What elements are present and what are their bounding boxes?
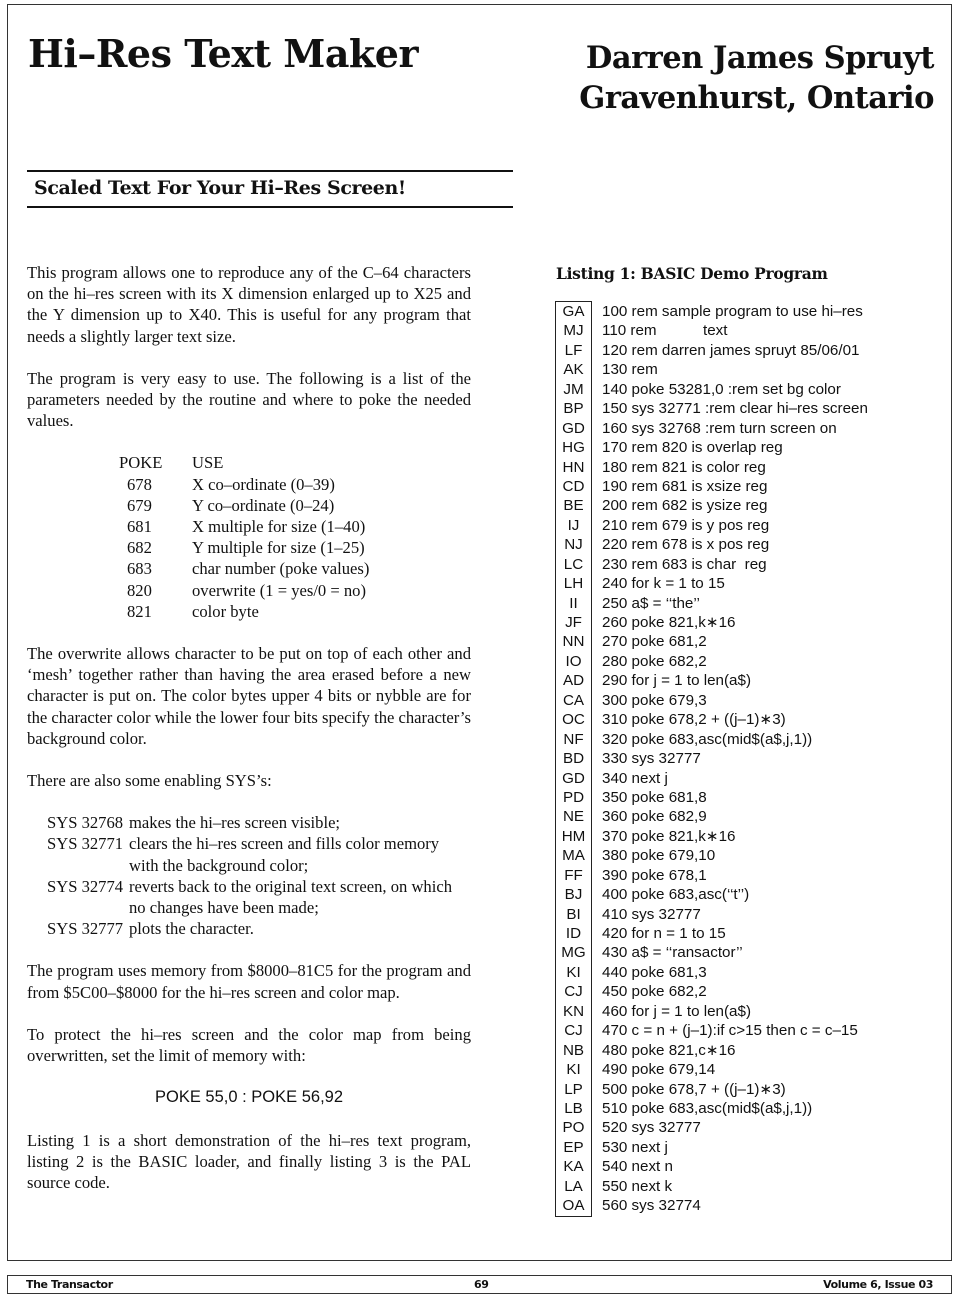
listing-line: [555, 671, 868, 690]
listing-line: [555, 632, 868, 651]
line-code: 100 rem sample program to use hi–res: [602, 303, 863, 320]
line-code: 260 poke 821,k∗16: [602, 614, 736, 631]
byline: [579, 38, 934, 118]
listing-line: [555, 1021, 868, 1040]
line-checksum: HN: [562, 458, 585, 476]
listing-line: [555, 380, 868, 399]
article-body: [27, 262, 471, 1193]
line-code: 510 poke 683,asc(mid$(a$,j,1)): [602, 1099, 813, 1117]
poke-address: 683: [127, 559, 152, 579]
line-checksum: OA: [562, 1197, 585, 1215]
poke-address: 820: [127, 580, 152, 600]
line-checksum: LH: [563, 575, 584, 593]
poke-use: overwrite (1 = yes/0 = no): [192, 580, 367, 600]
subtitle: Scaled Text For Your Hi–Res Screen!: [34, 177, 406, 199]
line-checksum: FF: [564, 866, 583, 884]
line-checksum: BE: [563, 497, 584, 515]
line-code: 340 next j: [602, 769, 668, 787]
sys-command: SYS 32774: [47, 876, 124, 896]
line-code: 370 poke 821,k∗16: [602, 827, 736, 845]
poke-address: 678: [127, 474, 152, 494]
line-code: 540 next n: [602, 1158, 673, 1176]
line-checksum: LF: [564, 341, 583, 359]
poke-table-row: [119, 516, 369, 537]
listing-line: [555, 982, 868, 1001]
listing-line: [555, 730, 868, 749]
line-code: 500 poke 678,7 + ((j–1)∗3): [602, 1080, 786, 1098]
line-code: 150 sys 32771 :rem clear hi–res screen: [602, 400, 868, 418]
line-code: 210 rem 679 is y pos reg: [602, 516, 770, 534]
listing-line: [555, 710, 868, 729]
sys-description: [129, 918, 471, 939]
sys-item: [47, 876, 471, 918]
line-code: 190 rem 681 is xsize reg: [602, 477, 768, 495]
line-checksum: CD: [562, 477, 585, 495]
listing-line: [555, 1002, 868, 1021]
line-checksum: MA: [562, 847, 585, 865]
line-code: 480 poke 821,c∗16: [602, 1041, 736, 1059]
listing-line: [555, 458, 868, 477]
line-code: 490 poke 679,14: [602, 1061, 716, 1079]
line-checksum: GA: [562, 303, 585, 320]
listing-line: [555, 302, 868, 321]
listing-line: [555, 807, 868, 826]
line-code: 550 next k: [602, 1177, 673, 1195]
sys-item: [47, 833, 471, 875]
line-code: 560 sys 32774: [602, 1197, 701, 1215]
sys-description-line: clears the hi–res screen and fills color memory: [129, 834, 440, 854]
line-code: 250 a$ = ‘‘the’’: [602, 594, 700, 612]
line-checksum: MG: [561, 944, 586, 962]
line-code: 220 rem 678 is x pos reg: [602, 536, 770, 554]
listing-line: [555, 885, 868, 904]
listing-line: [555, 924, 868, 943]
line-checksum: LB: [564, 1099, 583, 1117]
paragraph-intro: This program allows one to reproduce any of the C–64 characters on the hi–res screen with its X dimension enlarged up to X25 and the Y dimension up to X40. This is useful for any program that needs a slightly larger text size.: [27, 263, 471, 346]
listing-line: [555, 574, 868, 593]
listing-line: [555, 1118, 868, 1137]
line-code: 130 rem: [602, 361, 658, 379]
line-code: 200 rem 682 is ysize reg: [602, 497, 768, 515]
sys-command: SYS 32768: [47, 813, 124, 833]
line-code: 360 poke 682,9: [602, 808, 707, 826]
line-checksum: KI: [566, 1061, 581, 1079]
line-code: 280 poke 682,2: [602, 652, 707, 670]
line-checksum: BJ: [564, 886, 583, 904]
line-code: 300 poke 679,3: [602, 691, 707, 709]
sys-description: [129, 833, 471, 875]
line-checksum: IJ: [567, 516, 580, 534]
poke-table-row: [119, 537, 369, 558]
listing-line: [555, 1157, 868, 1176]
poke-address: 821: [127, 601, 152, 621]
line-checksum: CJ: [564, 983, 583, 1001]
sys-description: [129, 876, 471, 918]
listing-line: [555, 613, 868, 632]
paragraph-sys-intro: There are also some enabling SYS’s:: [27, 771, 272, 791]
article-title: Hi–Res Text Maker: [28, 31, 418, 76]
listing-line: [555, 788, 868, 807]
listing-line: [555, 594, 868, 613]
line-code: 380 poke 679,10: [602, 847, 716, 865]
line-checksum: JF: [565, 614, 582, 631]
line-code: 460 for j = 1 to len(a$): [602, 1002, 752, 1020]
line-code: 320 poke 683,asc(mid$(a$,j,1)): [602, 730, 813, 748]
line-code: 450 poke 682,2: [602, 983, 707, 1001]
paragraph-usage: The program is very easy to use. The following is a list of the parameters needed by the routine and where to poke the needed values.: [27, 368, 471, 431]
line-checksum: LP: [564, 1080, 583, 1098]
line-checksum: BP: [563, 400, 584, 418]
sys-item: [47, 812, 471, 833]
page-footer: [7, 1275, 952, 1294]
line-code: 440 poke 681,3: [602, 963, 707, 981]
poke-table-row: [119, 474, 369, 495]
line-checksum: LC: [563, 555, 584, 573]
line-code: 170 rem 820 is overlap reg: [602, 439, 783, 457]
line-checksum: BD: [562, 750, 585, 768]
line-checksum: EP: [563, 1138, 584, 1156]
line-code: 350 poke 681,8: [602, 788, 707, 806]
line-code: 400 poke 683,asc(‘‘t’’): [602, 886, 750, 904]
listing-line: [555, 1099, 868, 1118]
line-checksum: IO: [565, 652, 582, 670]
paragraph-overwrite: The overwrite allows character to be put on top of each other and ‘mesh’ together rather than having the area erased before a new character is put on. The color bytes upper 4 bits or nybble are for the character color while the lower four bits specify the character’s background color.: [27, 644, 471, 748]
footer-magazine: The Transactor: [26, 1278, 113, 1291]
footer-page-number: 69: [474, 1278, 489, 1291]
line-code: 140 poke 53281,0 :rem set bg color: [602, 380, 841, 398]
listing-line: [555, 438, 868, 457]
line-code: 230 rem 683 is char reg: [602, 555, 767, 573]
listing-title: Listing 1: BASIC Demo Program: [556, 264, 828, 283]
sys-description-line: plots the character.: [129, 919, 254, 939]
poke-use: Y co–ordinate (0–24): [192, 495, 335, 515]
line-code: 410 sys 32777: [602, 905, 701, 923]
poke-table: [119, 452, 369, 622]
sys-list: [47, 812, 471, 939]
poke-address: 679: [127, 495, 152, 515]
line-checksum: PO: [562, 1119, 585, 1137]
line-code: 240 for k = 1 to 15: [602, 575, 725, 593]
line-checksum: OC: [562, 711, 585, 729]
line-checksum: II: [569, 594, 578, 612]
line-checksum: NN: [562, 633, 585, 651]
listing-line: [555, 691, 868, 710]
poke-table-row: [119, 495, 369, 516]
listing-line: [555, 496, 868, 515]
paragraph-protect: To protect the hi–res screen and the color map from being overwritten, set the limit of memory with:: [27, 1024, 471, 1066]
poke-table-row: [119, 558, 369, 579]
listing-line: [555, 827, 868, 846]
line-checksum: JM: [563, 380, 584, 398]
listing-line: [555, 1138, 868, 1157]
poke-use: X co–ordinate (0–39): [192, 474, 335, 494]
line-checksum: NF: [563, 730, 584, 748]
poke-use: char number (poke values): [192, 559, 370, 579]
subtitle-banner: [27, 170, 513, 208]
listing-line: [555, 1196, 868, 1215]
listing-line: [555, 866, 868, 885]
poke-address: 681: [127, 517, 152, 537]
poke-use: Y multiple for size (1–25): [192, 538, 365, 558]
line-code: 270 poke 681,2: [602, 633, 707, 651]
listing-line: [555, 535, 868, 554]
line-code: 330 sys 32777: [602, 750, 701, 768]
poke-use: X multiple for size (1–40): [192, 517, 366, 537]
listing-line: [555, 477, 868, 496]
line-checksum: KI: [566, 963, 581, 981]
poke-table-row: [119, 601, 369, 622]
line-checksum: KN: [562, 1002, 585, 1020]
line-code: 530 next j: [602, 1138, 668, 1156]
footer-issue: Volume 6, Issue 03: [823, 1278, 933, 1291]
checksum-column-box: [555, 301, 592, 1217]
listing-line: [555, 769, 868, 788]
line-checksum: CA: [562, 691, 585, 709]
line-code: 430 a$ = ‘‘ransactor’’: [602, 944, 743, 962]
line-code: 120 rem darren james spruyt 85/06/01: [602, 341, 860, 359]
poke-header: POKE: [119, 453, 163, 473]
author-location: Gravenhurst, Ontario: [579, 80, 934, 116]
listing-line: [555, 963, 868, 982]
line-checksum: GD: [562, 419, 585, 437]
line-code: 290 for j = 1 to len(a$): [602, 672, 752, 690]
line-code: 470 c = n + (j–1):if c>15 then c = c–15: [602, 1022, 858, 1040]
listing-line: [555, 555, 868, 574]
line-code: 520 sys 32777: [602, 1119, 701, 1137]
line-code: 160 sys 32768 :rem turn screen on: [602, 419, 837, 437]
line-checksum: GD: [562, 769, 585, 787]
sys-description: [129, 812, 471, 833]
line-checksum: NB: [562, 1041, 585, 1059]
line-checksum: HM: [561, 827, 586, 845]
listing-line: [555, 1041, 868, 1060]
listing-line: [555, 321, 868, 340]
sys-description-continuation: with the background color;: [129, 855, 309, 875]
listing-line: [555, 1177, 868, 1196]
listing-line: [555, 943, 868, 962]
line-checksum: AD: [562, 672, 585, 690]
line-code: 310 poke 678,2 + ((j–1)∗3): [602, 711, 786, 729]
paragraph-memory: The program uses memory from $8000–81C5 for the program and from $5C00–$8000 for the hi–res screen and color map.: [27, 961, 471, 1002]
listing-line: [555, 846, 868, 865]
poke-address: 682: [127, 538, 152, 558]
sys-description-continuation: no changes have been made;: [129, 898, 319, 918]
sys-description-line: makes the hi–res screen visible;: [129, 813, 341, 833]
listing-line: [555, 1060, 868, 1079]
listing-line: [555, 341, 868, 360]
listing-line: [555, 749, 868, 768]
use-header: USE: [192, 453, 224, 473]
poke-command: POKE 55,0 : POKE 56,92: [154, 1088, 344, 1107]
line-checksum: HG: [562, 439, 585, 457]
listing-line: [555, 419, 868, 438]
line-checksum: LA: [564, 1177, 583, 1195]
listing-line: [555, 652, 868, 671]
line-checksum: AK: [563, 361, 584, 379]
line-code: 180 rem 821 is color reg: [602, 458, 766, 476]
poke-table-row: [119, 580, 369, 601]
line-checksum: KA: [563, 1158, 584, 1176]
sys-command: SYS 32777: [47, 919, 124, 939]
line-checksum: MJ: [563, 322, 584, 340]
poke-use: color byte: [192, 601, 259, 621]
paragraph-listings: Listing 1 is a short demonstration of the hi–res text program, listing 2 is the BASIC loader, and finally listing 3 is the PAL source code.: [27, 1130, 471, 1192]
line-checksum: ID: [565, 925, 582, 942]
line-code: 420 for n = 1 to 15: [602, 925, 726, 942]
line-code: 390 poke 678,1: [602, 866, 707, 884]
sys-command: SYS 32771: [47, 834, 124, 854]
sys-description-line: reverts back to the original text screen, on which: [129, 876, 453, 896]
line-checksum: NE: [562, 808, 585, 826]
sys-item: [47, 918, 471, 939]
author-name: Darren James Spruyt: [585, 40, 934, 76]
line-checksum: CJ: [564, 1022, 583, 1040]
listing-line: [555, 360, 868, 379]
code-listing: [555, 302, 868, 1216]
listing-line: [555, 905, 868, 924]
line-checksum: BI: [566, 905, 581, 923]
line-code: 110 rem text: [602, 322, 728, 340]
line-checksum: NJ: [564, 536, 583, 554]
listing-line: [555, 1080, 868, 1099]
line-checksum: PD: [562, 788, 585, 806]
listing-line: [555, 399, 868, 418]
listing-line: [555, 516, 868, 535]
